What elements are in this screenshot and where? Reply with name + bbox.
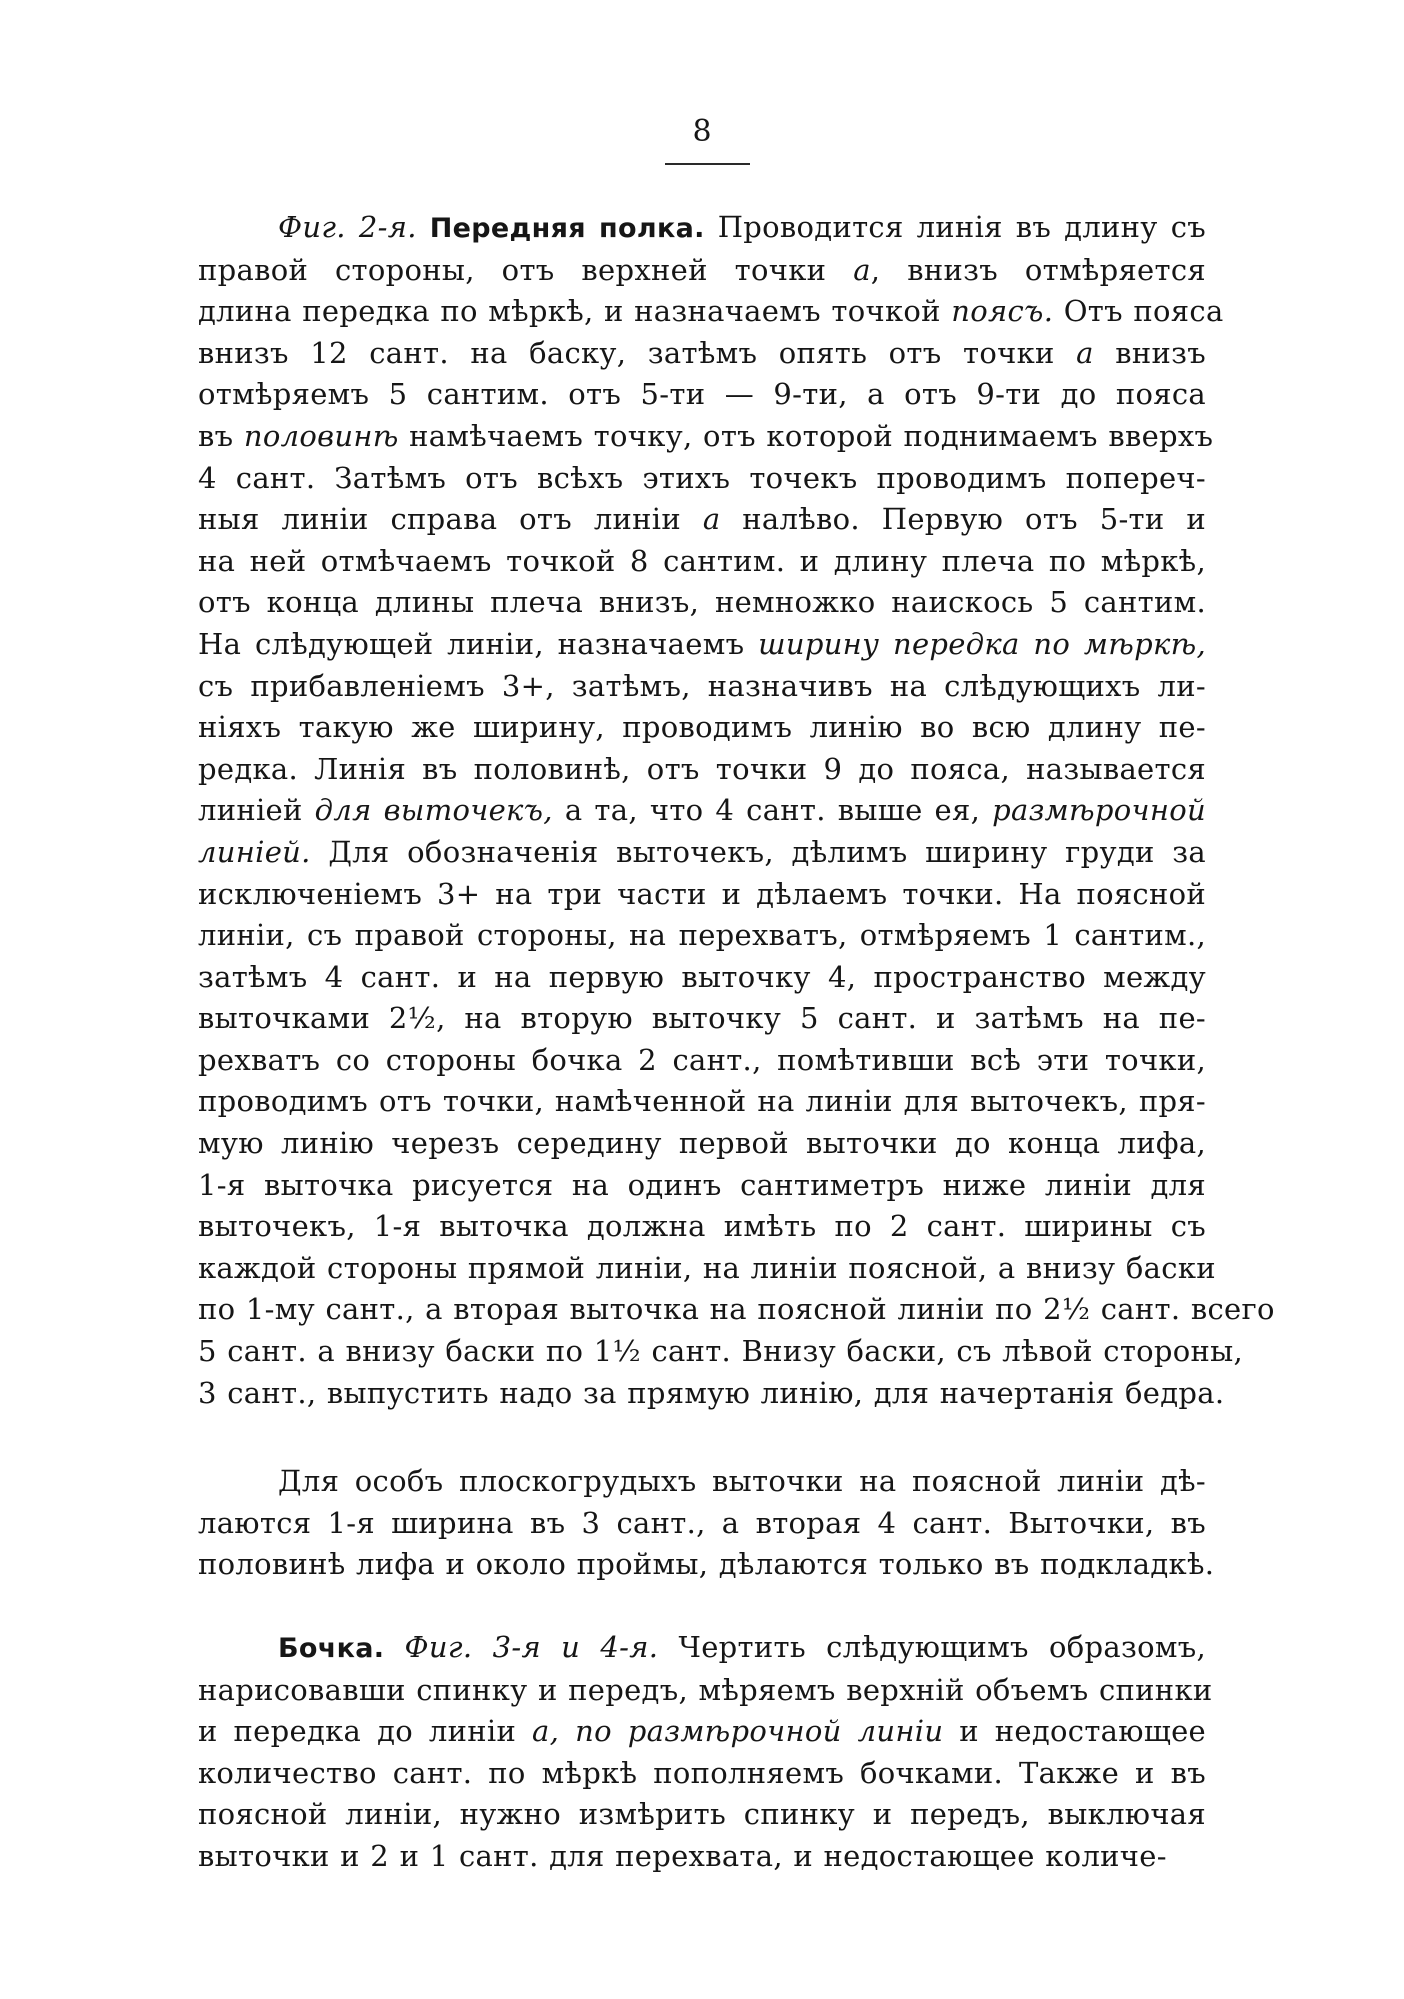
italic-text: половинѣ [243,418,399,453]
text-run: нарисовавши спинку и передъ, мѣряемъ верхній объемъ спинки [198,1672,1213,1707]
text-run: по 1-му сант., а вторая выточка на поясной линіи по 2½ сант. всего [198,1292,1275,1327]
text-line [198,250,1206,292]
paragraph-front-panel [198,207,1275,1414]
text-run: половинѣ лифа и около проймы, дѣлаются только въ подкладкѣ. [198,1547,1215,1582]
text-line [198,499,1206,541]
text-run: Для особъ плоскогрудыхъ выточки на поясной линіи дѣ- [278,1464,1206,1498]
text-line [198,832,1206,874]
text-run: намѣчаемъ точку, отъ которой поднимаемъ вверхъ [398,418,1214,453]
text-run: поясной линіи, нужно измѣрить спинку и передъ, выключая [198,1797,1206,1832]
text-run: внизъ 12 сант. на баску, затѣмъ опять отъ точки [198,335,1077,370]
italic-text: размѣрочной [992,793,1207,828]
text-run: мую линію черезъ середину первой выточки до конца лифа, [198,1126,1206,1161]
text-line [198,998,1206,1040]
text-run: отмѣряемъ 5 сантим. отъ 5-ти — 9-ти, а отъ 9-ти до пояса [198,377,1206,412]
text-run [384,1630,404,1664]
italic-text: поясъ. [951,294,1054,329]
italic-text: ширину передка по мѣркѣ, [758,626,1206,661]
text-run: лаются 1-я ширина въ 3 сант., а вторая 4 сант. Выточки, въ [198,1505,1206,1540]
text-line [198,1670,1213,1712]
text-line [198,541,1206,583]
text-run: выточки и 2 и 1 сант. для перехвата, и недостающее количе- [198,1838,1167,1873]
text-run: Отъ пояса [1053,294,1224,329]
text-line [198,707,1206,749]
text-line [198,1081,1206,1123]
italic-text: Фиг. 2-я. [278,210,430,244]
text-line [198,333,1206,375]
text-line [198,1165,1206,1207]
text-run: въ [198,418,244,453]
text-run: 4 сант. Затѣмъ отъ всѣхъ этихъ точекъ проводимъ попереч- [198,460,1206,495]
text-line [198,1040,1206,1082]
text-line [198,1373,1225,1415]
text-run: На слѣдующей линіи, назначаемъ [198,626,759,661]
paragraph-flat-chest [198,1461,1215,1586]
text-run: количество сант. по мѣркѣ пополняемъ бочками. Также и въ [198,1755,1206,1790]
italic-text: Фиг. 3-я и 4-я. [404,1630,659,1664]
italic-text: для выточекъ, [314,793,553,828]
text-line [198,1794,1206,1836]
text-line [198,1123,1206,1165]
text-run: редка. Линія въ половинѣ, отъ точки 9 до пояса, называется [198,751,1206,786]
text-run: 5 сант. а внизу баски по 1½ сант. Внизу баски, съ лѣвой стороны, [198,1334,1244,1369]
italic-text: по размѣрочной линіи [575,1714,944,1749]
text-line [198,1753,1206,1795]
text-run: выточками 2½, на вторую выточку 5 сант. и затѣмъ на пе- [198,1001,1206,1036]
text-run: отъ конца длины плеча внизъ, немножко наискось 5 сантим. [198,585,1206,620]
text-line [198,790,1206,832]
italic-text: a [853,252,871,287]
text-run: налѣво. Первую отъ 5-ти и [720,502,1206,537]
italic-text: линіей. [198,834,311,869]
text-run: линіей [198,793,315,828]
text-run: Чертить слѣдующимъ образомъ, [658,1630,1207,1664]
text-line [198,624,1206,666]
text-line [198,874,1206,916]
text-run: рехватъ со стороны бочка 2 сант., помѣтивши всѣ эти точки, [198,1042,1206,1077]
text-line [198,1248,1216,1290]
text-run: съ прибавленіемъ 3+, затѣмъ, назначивъ на слѣдующихъ ли- [198,668,1206,703]
text-run: затѣмъ 4 сант. и на первую выточку 4, пространство между [198,959,1206,994]
text-line [198,416,1214,458]
text-line [198,666,1206,708]
italic-text: a [1076,335,1094,370]
paragraph-side-panel [198,1627,1213,1878]
bold-heading: Передняя полка. [429,213,705,244]
text-run: правой стороны, отъ верхней точки [198,252,854,287]
text-run [559,1714,575,1748]
text-line [198,957,1206,999]
text-run: ніяхъ такую же ширину, проводимъ линію во всю длину пе- [198,710,1206,745]
text-run: а та, что 4 сант. выше ея, [552,793,993,828]
text-run: Для обозначенія выточекъ, дѣлимъ ширину груди за [310,834,1206,869]
bold-heading: Бочка. [278,1633,385,1664]
page-number-rule [665,163,750,165]
text-run: каждой стороны прямой линіи, на линіи поясной, а внизу баски [198,1250,1216,1285]
text-line [198,291,1224,333]
text-line [198,1461,1206,1503]
text-line [198,1289,1275,1331]
text-run: линіи, съ правой стороны, на перехватъ, отмѣряемъ 1 сантим., [198,918,1206,953]
text-line [198,1544,1215,1586]
text-line [198,374,1206,416]
text-run: , внизъ отмѣряется [870,252,1206,287]
text-run: проводимъ отъ точки, намѣченной на линіи для выточекъ, пря- [198,1084,1206,1119]
text-line [198,1627,1206,1670]
text-line [198,1206,1206,1248]
text-run: внизъ [1093,335,1207,370]
text-line [198,1331,1244,1373]
text-run: 1-я выточка рисуется на одинъ сантиметръ ниже линіи для [198,1167,1206,1202]
text-line [198,458,1206,500]
text-line [198,1711,1206,1753]
text-run: выточекъ, 1-я выточка должна имѣть по 2 сант. ширины съ [198,1209,1206,1244]
text-line [198,1503,1206,1545]
italic-text: a [702,502,721,537]
text-line [198,749,1206,791]
text-line [198,915,1206,957]
text-run: длина передка по мѣркѣ, и назначаемъ точкой [198,294,952,329]
text-run: и передка до линіи [198,1714,533,1749]
text-run: ныя линіи справа отъ линіи [198,502,703,537]
text-run: и недостающее [943,1714,1206,1749]
text-run: на ней отмѣчаемъ точкой 8 сантим. и длину плеча по мѣркѣ, [198,543,1206,578]
text-run: 3 сант., выпустить надо за прямую линію, для начертанія бедра. [198,1375,1225,1410]
text-run: Проводится линія въ длину съ [704,210,1206,244]
text-line [198,207,1206,250]
italic-text: a, [532,1714,560,1749]
page-number: 8 [692,114,712,149]
text-run: исключеніемъ 3+ на три части и дѣлаемъ точки. На поясной [198,876,1206,911]
text-line [198,582,1206,624]
text-line [198,1836,1206,1878]
